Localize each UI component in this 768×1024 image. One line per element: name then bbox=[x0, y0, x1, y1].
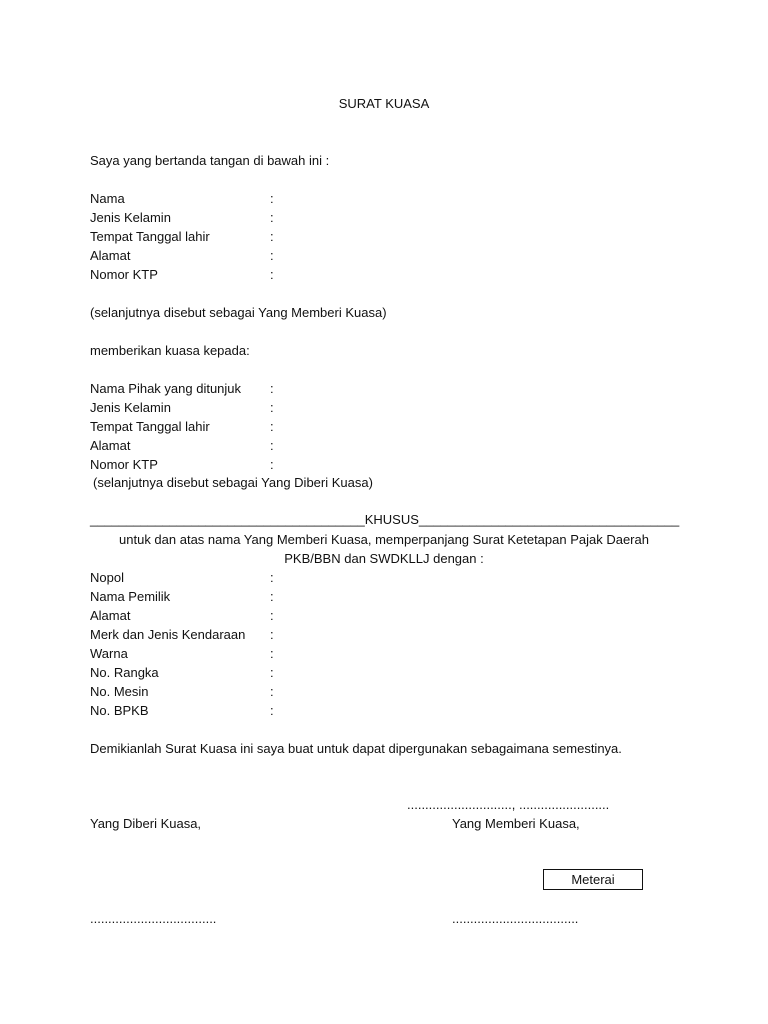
grantee-signature-label: Yang Diberi Kuasa, bbox=[90, 816, 202, 831]
grantor-signature-label: Yang Memberi Kuasa, bbox=[452, 816, 580, 831]
field-colon: : bbox=[270, 381, 274, 396]
meterai-stamp-box: Meterai bbox=[543, 869, 643, 890]
field-label: No. Rangka bbox=[90, 665, 159, 680]
field-colon: : bbox=[270, 400, 274, 415]
field-label: Merk dan Jenis Kendaraan bbox=[90, 627, 246, 642]
grantor-note: (selanjutnya disebut sebagai Yang Memberi Kuasa) bbox=[90, 305, 387, 320]
grantee-note: (selanjutnya disebut sebagai Yang Diberi Kuasa) bbox=[93, 475, 373, 490]
field-colon: : bbox=[270, 570, 274, 585]
field-colon: : bbox=[270, 703, 274, 718]
field-colon: : bbox=[270, 627, 274, 642]
field-label: Jenis Kelamin bbox=[90, 400, 171, 415]
field-label: Tempat Tanggal lahir bbox=[90, 419, 210, 434]
purpose-line-1: untuk dan atas nama Yang Memberi Kuasa, memperpanjang Surat Ketetapan Pajak Daerah bbox=[119, 532, 649, 547]
field-colon: : bbox=[270, 210, 274, 225]
intro-text: Saya yang bertanda tangan di bawah ini : bbox=[90, 153, 330, 168]
field-label: Tempat Tanggal lahir bbox=[90, 229, 210, 244]
document-title: SURAT KUASA bbox=[338, 96, 430, 111]
grantor-signature-line: ................................... bbox=[452, 911, 579, 926]
field-label: Nomor KTP bbox=[90, 267, 158, 282]
field-colon: : bbox=[270, 438, 274, 453]
field-colon: : bbox=[270, 457, 274, 472]
field-colon: : bbox=[270, 665, 274, 680]
field-label: No. BPKB bbox=[90, 703, 149, 718]
field-colon: : bbox=[270, 191, 274, 206]
field-label: Alamat bbox=[90, 248, 131, 263]
grantee-signature-line: ................................... bbox=[90, 911, 217, 926]
field-label: Nama Pemilik bbox=[90, 589, 171, 604]
purpose-line-2: PKB/BBN dan SWDKLLJ dengan : bbox=[284, 551, 484, 566]
field-colon: : bbox=[270, 419, 274, 434]
closing-statement: Demikianlah Surat Kuasa ini saya buat untuk dapat dipergunakan sebagaimana semestinya. bbox=[90, 741, 622, 756]
khusus-line: ______________________________________KHUSUS____________________________________ bbox=[90, 512, 680, 527]
field-label: Nama Pihak yang ditunjuk bbox=[90, 381, 242, 396]
field-colon: : bbox=[270, 248, 274, 263]
field-label: Nomor KTP bbox=[90, 457, 158, 472]
field-colon: : bbox=[270, 646, 274, 661]
grant-phrase: memberikan kuasa kepada: bbox=[90, 343, 250, 358]
field-label: Jenis Kelamin bbox=[90, 210, 171, 225]
field-label: No. Mesin bbox=[90, 684, 149, 699]
field-colon: : bbox=[270, 229, 274, 244]
field-colon: : bbox=[270, 608, 274, 623]
field-colon: : bbox=[270, 267, 274, 282]
field-label: Alamat bbox=[90, 608, 131, 623]
field-colon: : bbox=[270, 589, 274, 604]
field-label: Nama bbox=[90, 191, 125, 206]
place-date-line: ............................., ......................... bbox=[407, 797, 610, 812]
field-colon: : bbox=[270, 684, 274, 699]
field-label: Nopol bbox=[90, 570, 124, 585]
field-label: Alamat bbox=[90, 438, 131, 453]
field-label: Warna bbox=[90, 646, 128, 661]
